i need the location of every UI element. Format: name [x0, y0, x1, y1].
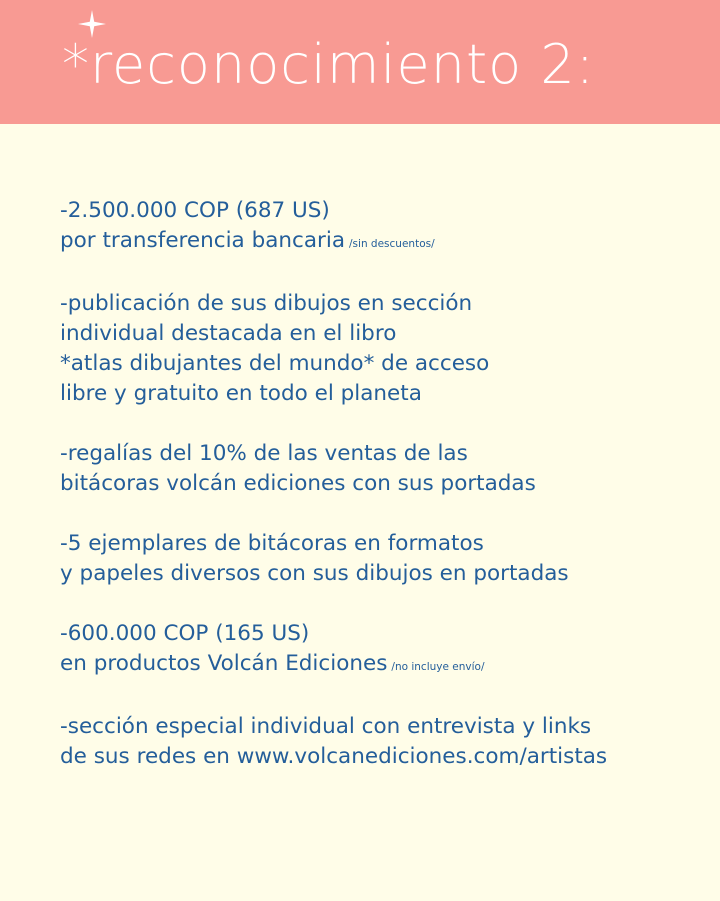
benefit-line: de sus redes en www.volcanediciones.com/artistas — [60, 744, 608, 769]
benefit-line-text: en productos Volcán Ediciones — [60, 651, 388, 676]
benefit-line — [60, 226, 700, 259]
benefit-royalties — [60, 439, 700, 499]
benefit-line-text: por transferencia bancaria — [60, 228, 346, 253]
benefit-line: bitácoras volcán ediciones con sus portadas — [60, 471, 536, 496]
header-banner — [0, 0, 720, 124]
benefit-line: y papeles diversos con sus dibujos en portadas — [60, 561, 569, 586]
benefit-special-section — [60, 712, 700, 772]
benefit-line: individual destacada en el libro — [60, 321, 397, 346]
benefit-line: -regalías del 10% de las ventas de las — [60, 441, 468, 466]
benefit-line: libre y gratuito en todo el planeta — [60, 381, 422, 406]
benefit-line: -5 ejemplares de bitácoras en formatos — [60, 531, 484, 556]
benefit-line: -publicación de sus dibujos en sección — [60, 291, 473, 316]
benefit-products — [60, 619, 700, 682]
benefit-line: *atlas dibujantes del mundo* de acceso — [60, 351, 490, 376]
benefit-note: /no incluye envío/ — [391, 661, 485, 673]
benefit-publication — [60, 289, 700, 409]
benefit-line — [60, 649, 700, 682]
benefit-line: -sección especial individual con entrevista y links — [60, 714, 592, 739]
page-title: *reconocimiento 2: — [62, 33, 595, 96]
benefits-list — [60, 196, 700, 802]
benefit-line: -600.000 COP (165 US) — [60, 621, 310, 646]
benefit-cash-transfer — [60, 196, 700, 259]
benefit-note: /sin descuentos/ — [349, 238, 435, 250]
benefit-line: -2.500.000 COP (687 US) — [60, 198, 330, 223]
benefit-copies — [60, 529, 700, 589]
